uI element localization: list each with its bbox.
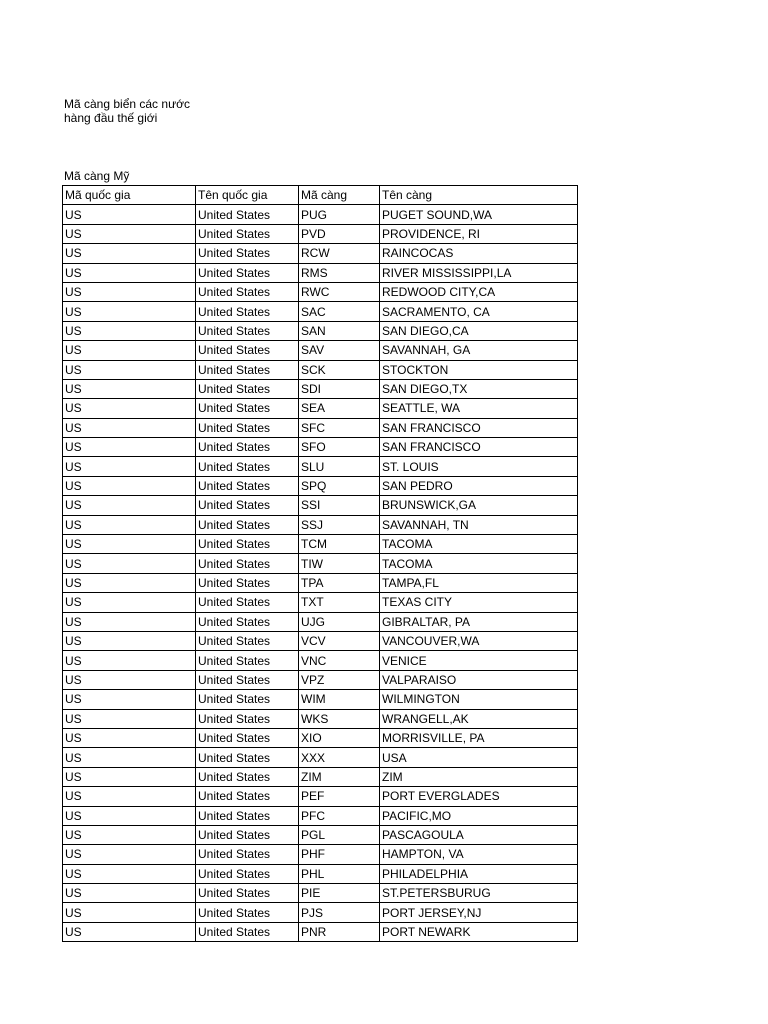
table-row [63, 903, 578, 922]
table-body [63, 205, 578, 942]
country-code-cell: US [63, 263, 196, 282]
country-name-cell: United States [196, 205, 299, 224]
table-row [63, 631, 578, 650]
country-code-cell: US [63, 244, 196, 263]
table-row [63, 476, 578, 495]
port-code-cell: RCW [299, 244, 380, 263]
port-name-cell: RAINCOCAS [380, 244, 578, 263]
port-code-cell: VPZ [299, 670, 380, 689]
port-code-cell: RMS [299, 263, 380, 282]
country-name-cell: United States [196, 825, 299, 844]
port-code-cell: SAC [299, 302, 380, 321]
table-row [63, 399, 578, 418]
country-name-cell: United States [196, 884, 299, 903]
port-code-cell: SEA [299, 399, 380, 418]
port-code-cell: PHL [299, 864, 380, 883]
country-name-cell: United States [196, 302, 299, 321]
table-row [63, 864, 578, 883]
country-code-cell: US [63, 341, 196, 360]
port-name-cell: SAN DIEGO,CA [380, 321, 578, 340]
port-code-cell: PHF [299, 845, 380, 864]
country-code-cell: US [63, 845, 196, 864]
port-name-cell: PORT EVERGLADES [380, 787, 578, 806]
country-name-cell: United States [196, 535, 299, 554]
port-code-cell: TIW [299, 554, 380, 573]
port-code-cell: PJS [299, 903, 380, 922]
table-row [63, 573, 578, 592]
port-code-cell: PVD [299, 224, 380, 243]
port-name-cell: PASCAGOULA [380, 825, 578, 844]
country-name-cell: United States [196, 554, 299, 573]
document-title-line2: hàng đầu thế giới [64, 111, 158, 125]
port-name-cell: SAVANNAH, TN [380, 515, 578, 534]
port-code-cell: VNC [299, 651, 380, 670]
country-name-cell: United States [196, 515, 299, 534]
table-row [63, 670, 578, 689]
port-name-cell: SAVANNAH, GA [380, 341, 578, 360]
table-row [63, 496, 578, 515]
port-name-cell: REDWOOD CITY,CA [380, 282, 578, 301]
port-name-cell: ST.PETERSBURUG [380, 884, 578, 903]
port-code-cell: SSJ [299, 515, 380, 534]
table-row [63, 515, 578, 534]
country-code-cell: US [63, 612, 196, 631]
port-name-cell: RIVER MISSISSIPPI,LA [380, 263, 578, 282]
port-name-cell: TEXAS CITY [380, 593, 578, 612]
port-name-cell: SAN FRANCISCO [380, 418, 578, 437]
table-row [63, 612, 578, 631]
port-name-cell: GIBRALTAR, PA [380, 612, 578, 631]
country-name-cell: United States [196, 321, 299, 340]
port-name-cell: PHILADELPHIA [380, 864, 578, 883]
column-header-port-code: Mã càng [299, 186, 380, 205]
port-name-cell: SACRAMENTO, CA [380, 302, 578, 321]
country-name-cell: United States [196, 573, 299, 592]
port-name-cell: USA [380, 748, 578, 767]
port-code-cell: UJG [299, 612, 380, 631]
port-name-cell: SAN FRANCISCO [380, 438, 578, 457]
country-name-cell: United States [196, 263, 299, 282]
country-code-cell: US [63, 360, 196, 379]
port-code-cell: SLU [299, 457, 380, 476]
country-code-cell: US [63, 748, 196, 767]
country-name-cell: United States [196, 806, 299, 825]
country-name-cell: United States [196, 651, 299, 670]
port-name-cell: TAMPA,FL [380, 573, 578, 592]
country-name-cell: United States [196, 787, 299, 806]
port-code-cell: SPQ [299, 476, 380, 495]
port-name-cell: WILMINGTON [380, 690, 578, 709]
country-code-cell: US [63, 535, 196, 554]
port-name-cell: PUGET SOUND,WA [380, 205, 578, 224]
port-code-cell: PUG [299, 205, 380, 224]
country-code-cell: US [63, 825, 196, 844]
port-name-cell: SAN DIEGO,TX [380, 379, 578, 398]
port-code-cell: TPA [299, 573, 380, 592]
table-row [63, 690, 578, 709]
port-code-cell: SDI [299, 379, 380, 398]
country-name-cell: United States [196, 399, 299, 418]
table-row [63, 535, 578, 554]
country-name-cell: United States [196, 457, 299, 476]
country-name-cell: United States [196, 670, 299, 689]
section-title: Mã càng Mỹ [64, 169, 130, 183]
country-code-cell: US [63, 379, 196, 398]
country-code-cell: US [63, 496, 196, 515]
table-row [63, 748, 578, 767]
table-row [63, 767, 578, 786]
port-name-cell: TACOMA [380, 554, 578, 573]
port-code-cell: SAV [299, 341, 380, 360]
port-code-cell: PEF [299, 787, 380, 806]
table-row [63, 806, 578, 825]
port-name-cell: WRANGELL,AK [380, 709, 578, 728]
table-row [63, 922, 578, 941]
country-name-cell: United States [196, 631, 299, 650]
port-name-cell: SAN PEDRO [380, 476, 578, 495]
port-code-cell: PIE [299, 884, 380, 903]
table-row [63, 438, 578, 457]
document-title [64, 97, 190, 125]
country-name-cell: United States [196, 341, 299, 360]
port-name-cell: PORT JERSEY,NJ [380, 903, 578, 922]
table-row [63, 341, 578, 360]
table-row [63, 224, 578, 243]
country-code-cell: US [63, 787, 196, 806]
table-row [63, 457, 578, 476]
document-title-line1: Mã càng biển các nước [64, 97, 190, 111]
port-name-cell: TACOMA [380, 535, 578, 554]
table-row [63, 651, 578, 670]
table-row [63, 884, 578, 903]
table-row [63, 787, 578, 806]
table-row [63, 728, 578, 747]
country-name-cell: United States [196, 224, 299, 243]
country-code-cell: US [63, 515, 196, 534]
country-code-cell: US [63, 631, 196, 650]
country-name-cell: United States [196, 728, 299, 747]
country-code-cell: US [63, 224, 196, 243]
country-name-cell: United States [196, 360, 299, 379]
country-code-cell: US [63, 554, 196, 573]
country-code-cell: US [63, 438, 196, 457]
table-row [63, 418, 578, 437]
country-code-cell: US [63, 205, 196, 224]
country-code-cell: US [63, 573, 196, 592]
table-row [63, 709, 578, 728]
port-code-cell: PNR [299, 922, 380, 941]
port-code-cell: XIO [299, 728, 380, 747]
table-row [63, 205, 578, 224]
port-code-cell: VCV [299, 631, 380, 650]
port-code-cell: PFC [299, 806, 380, 825]
column-header-country-name: Tên quốc gia [196, 186, 299, 205]
port-code-cell: TXT [299, 593, 380, 612]
table-row [63, 554, 578, 573]
country-name-cell: United States [196, 864, 299, 883]
country-name-cell: United States [196, 379, 299, 398]
country-name-cell: United States [196, 709, 299, 728]
country-name-cell: United States [196, 593, 299, 612]
port-name-cell: PORT NEWARK [380, 922, 578, 941]
country-name-cell: United States [196, 476, 299, 495]
country-name-cell: United States [196, 496, 299, 515]
country-code-cell: US [63, 457, 196, 476]
column-header-country-code: Mã quốc gia [63, 186, 196, 205]
table-row [63, 825, 578, 844]
country-name-cell: United States [196, 845, 299, 864]
table-row [63, 282, 578, 301]
port-name-cell: VENICE [380, 651, 578, 670]
port-name-cell: SEATTLE, WA [380, 399, 578, 418]
country-code-cell: US [63, 709, 196, 728]
country-code-cell: US [63, 399, 196, 418]
port-code-cell: RWC [299, 282, 380, 301]
port-name-cell: ST. LOUIS [380, 457, 578, 476]
table-row [63, 244, 578, 263]
port-name-cell: STOCKTON [380, 360, 578, 379]
port-code-cell: SFC [299, 418, 380, 437]
port-code-cell: SSI [299, 496, 380, 515]
country-name-cell: United States [196, 922, 299, 941]
country-name-cell: United States [196, 748, 299, 767]
country-code-cell: US [63, 593, 196, 612]
country-code-cell: US [63, 282, 196, 301]
port-name-cell: VALPARAISO [380, 670, 578, 689]
country-name-cell: United States [196, 690, 299, 709]
country-code-cell: US [63, 806, 196, 825]
port-code-cell: PGL [299, 825, 380, 844]
country-name-cell: United States [196, 767, 299, 786]
port-code-cell: SAN [299, 321, 380, 340]
port-name-cell: ZIM [380, 767, 578, 786]
country-name-cell: United States [196, 244, 299, 263]
table-row [63, 379, 578, 398]
country-code-cell: US [63, 476, 196, 495]
port-code-cell: XXX [299, 748, 380, 767]
country-name-cell: United States [196, 418, 299, 437]
country-name-cell: United States [196, 612, 299, 631]
table-row [63, 360, 578, 379]
country-name-cell: United States [196, 438, 299, 457]
table-row [63, 302, 578, 321]
port-name-cell: PACIFIC,MO [380, 806, 578, 825]
country-code-cell: US [63, 651, 196, 670]
port-code-cell: SFO [299, 438, 380, 457]
port-name-cell: BRUNSWICK,GA [380, 496, 578, 515]
table-row [63, 321, 578, 340]
country-code-cell: US [63, 321, 196, 340]
table-row [63, 593, 578, 612]
port-code-cell: TCM [299, 535, 380, 554]
column-header-port-name: Tên càng [380, 186, 578, 205]
port-name-cell: MORRISVILLE, PA [380, 728, 578, 747]
table-row [63, 263, 578, 282]
country-name-cell: United States [196, 903, 299, 922]
country-code-cell: US [63, 922, 196, 941]
port-code-cell: WIM [299, 690, 380, 709]
country-code-cell: US [63, 690, 196, 709]
port-name-cell: PROVIDENCE, RI [380, 224, 578, 243]
port-name-cell: VANCOUVER,WA [380, 631, 578, 650]
table-header-row [63, 186, 578, 205]
port-code-cell: SCK [299, 360, 380, 379]
country-code-cell: US [63, 903, 196, 922]
country-code-cell: US [63, 728, 196, 747]
country-code-cell: US [63, 418, 196, 437]
port-code-cell: ZIM [299, 767, 380, 786]
port-code-cell: WKS [299, 709, 380, 728]
country-code-cell: US [63, 767, 196, 786]
country-code-cell: US [63, 670, 196, 689]
country-code-cell: US [63, 864, 196, 883]
port-codes-table [62, 185, 578, 942]
country-name-cell: United States [196, 282, 299, 301]
table-row [63, 845, 578, 864]
country-code-cell: US [63, 884, 196, 903]
port-name-cell: HAMPTON, VA [380, 845, 578, 864]
country-code-cell: US [63, 302, 196, 321]
